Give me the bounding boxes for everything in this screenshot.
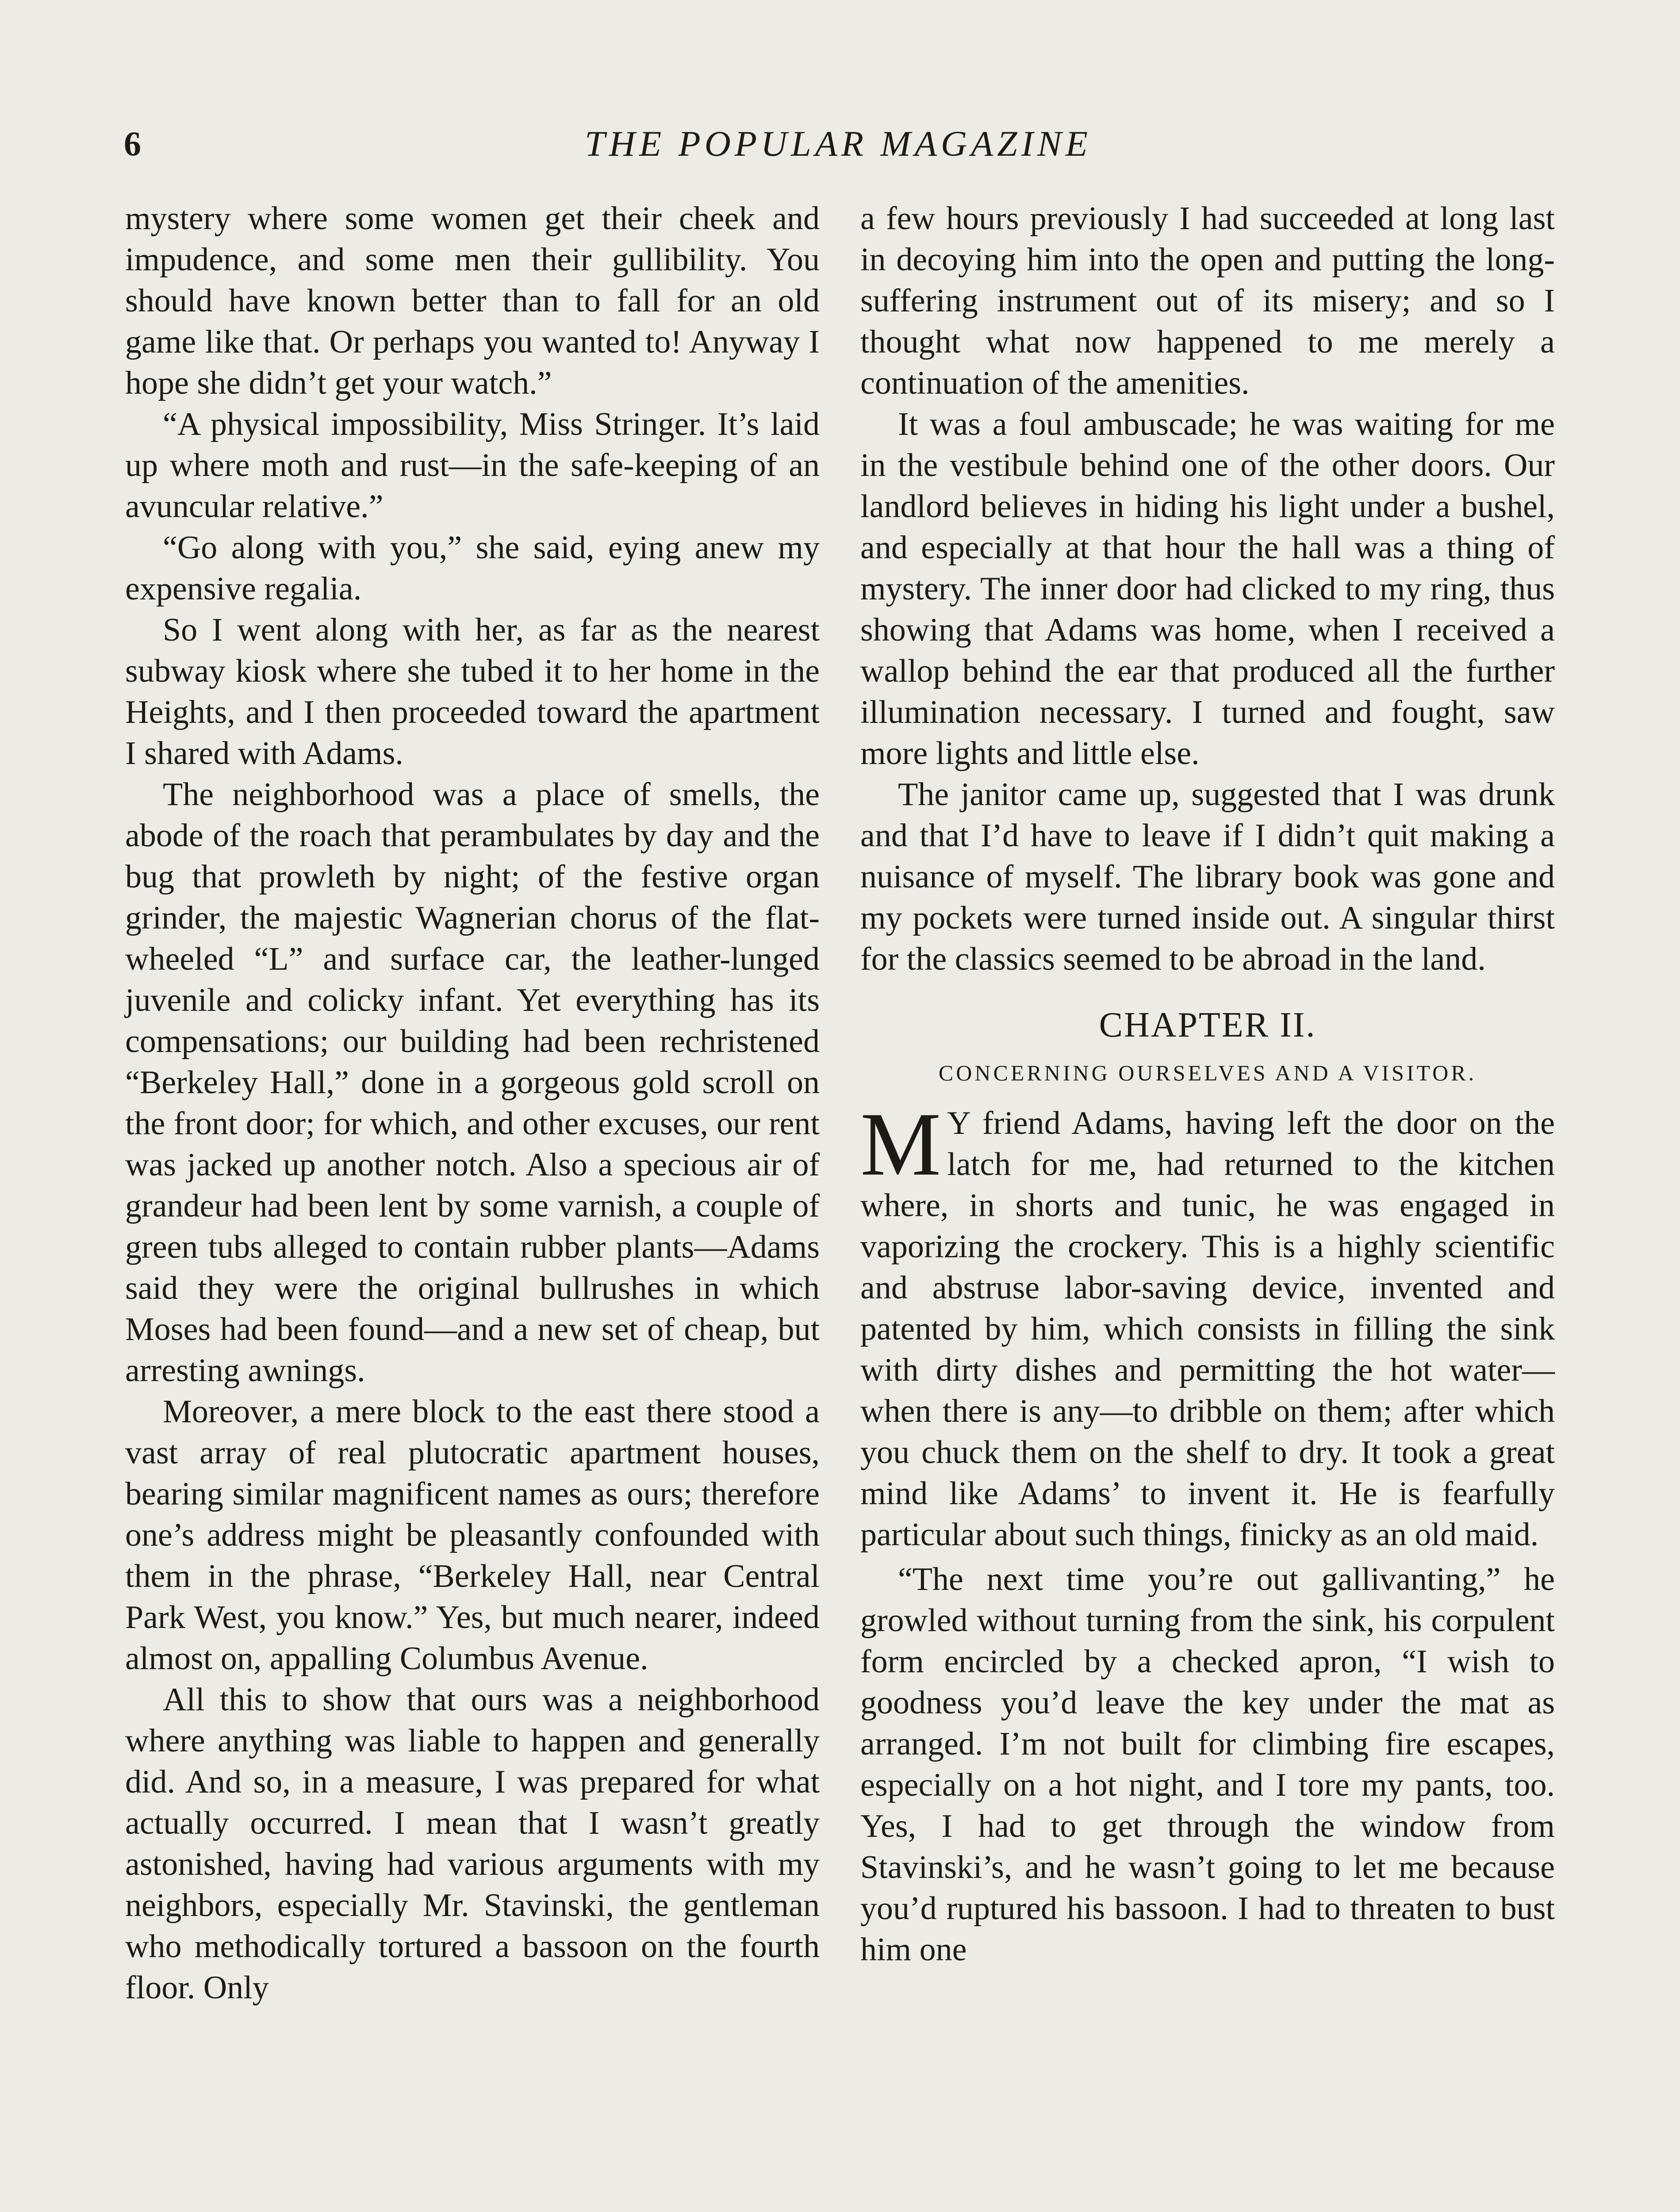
chapter-opening-paragraph [860,1094,1555,1555]
chapter-heading: CHAPTER II. [1099,1006,1316,1045]
paragraph: “Go along with you,” she said, eying anew my expensive regalia. [125,530,820,607]
paragraph: “The next time you’re out gallivanting,” he growled without turning from the sink, his corpulent form encircled by a checked apron, “I wish to goodness you’d leave the key under the mat as arranged. I’m not built for climbing fire escapes, especially on a hot night, and I tore my pants, too. Yes, I had to get through the window from Stavinski’s, and he wasn’t going to let me because you’d ruptured his bassoon. I had to threaten to bust him one [860,1561,1555,1968]
paragraph: The neighborhood was a place of smells, the abode of the roach that perambulates by day and the bug that prowleth by night; of the festive organ grinder, the majestic Wagnerian chorus of the flat-wheeled “L” and surface car, the leather-lunged juvenile and colicky infant. Yet everything has its compensations; our building had been rechristened “Berkeley Hall,” done in a gorgeous gold scroll on the front door; for which, and other excuses, our rent was jacked up another notch. Also a specious air of grandeur had been lent by some varnish, a couple of green tubs alleged to contain rubber plants—Adams said they were the original bullrushes in which Moses had been found—and a new set of cheap, but arresting awnings. [125,776,820,1389]
paragraph: All this to show that ours was a neighborhood where anything was liable to happen and generally did. And so, in a measure, I was prepared for what actually occurred. I mean that I wasn’t greatly astonished, having had various arguments with my neighbors, especially Mr. Stavinski, the gentleman who methodically tortured a bassoon on the fourth floor. Only [125,1682,820,2006]
page-number: 6 [124,124,141,163]
running-head: THE POPULAR MAGAZINE [585,123,1092,164]
paragraph: It was a foul ambuscade; he was waiting for me in the vestibule behind one of the other doors. Our landlord believes in hiding his light under a bushel, and especially at that hour the hall was a thing of mystery. The inner door had clicked to my ring, thus showing that Adams was home, when I received a wallop behind the ear that produced all the further illumination necessary. I turned and fought, saw more lights and little else. [860,406,1555,772]
page-header [124,117,1553,170]
right-column [860,198,1555,1970]
paragraph: Moreover, a mere block to the east there stood a vast array of real plutocratic apartment houses, bearing similar magnificent names as ours; therefore one’s address might be pleasantly confounded with them in the phrase, “Berkeley Hall, near Central Park West, you know.” Yes, but much nearer, indeed almost on, appalling Columbus Avenue. [125,1394,820,1677]
paragraph-text: Y friend Adams, having left the door on the latch for me, had returned to the kitchen where, in shorts and tunic, he was engaged in vaporizing the crockery. This is a highly scientific and abstruse labor-saving device, invented and patented by him, which consists in filling the sink with dirty dishes and permitting the hot water—when there is any—to dribble on them; after which you chuck them on the shelf to dry. It took a great mind like Adams’ to invent it. He is fearfully particular about such things, finicky as an old maid. [860,1105,1555,1553]
chapter-subtitle: CONCERNING OURSELVES AND A VISITOR. [938,1060,1477,1085]
left-column [125,198,820,2008]
paragraph: a few hours previously I had succeeded at long last in decoying him into the open and putting the long-suffering instrument out of its misery; and so I thought what now happened to me merely a continuation of the amenities. [860,200,1555,401]
paragraph: The janitor came up, suggested that I was drunk and that I’d have to leave if I didn’t quit making a nuisance of myself. The library book was gone and my pockets were turned inside out. A singular thirst for the classics seemed to be abroad in the land. [860,776,1555,977]
paragraph: “A physical impossibility, Miss Stringer. It’s laid up where moth and rust—in the safe-keeping of an avuncular relative.” [125,406,820,525]
paragraph: mystery where some women get their cheek and impudence, and some men their gullibility. You should have known better than to fall for an old game like that. Or perhaps you wanted to! Anyway I hope she didn’t get your watch.” [125,200,820,401]
paragraph: So I went along with her, as far as the nearest subway kiosk where she tubed it to her home in the Heights, and I then proceeded toward the apartment I shared with Adams. [125,612,820,772]
drop-cap: M [860,1094,941,1194]
